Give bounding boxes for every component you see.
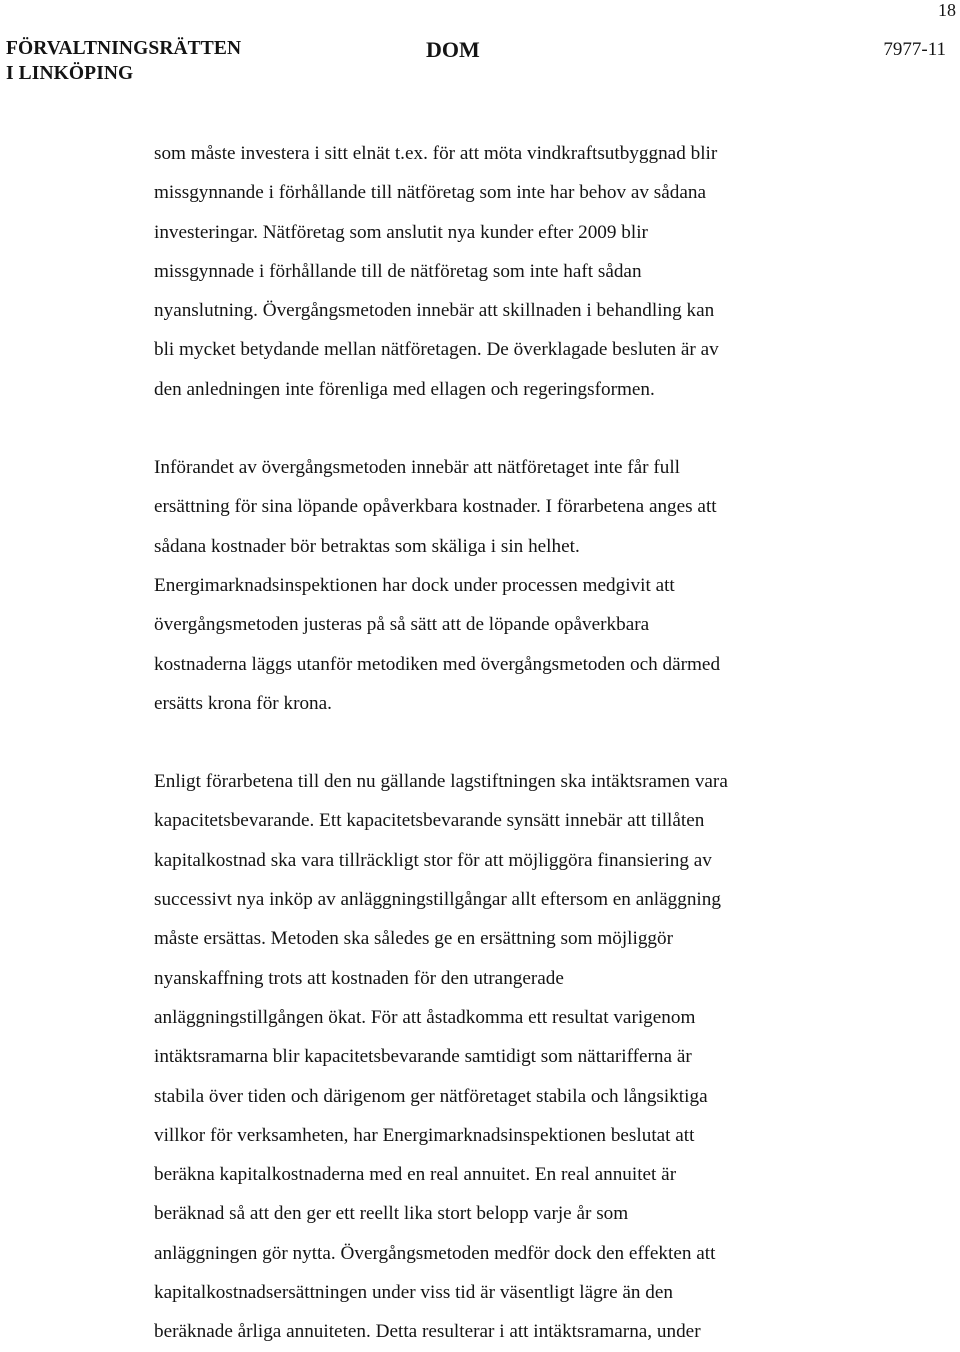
document-header [6, 36, 946, 90]
body-paragraph: som måste investera i sitt elnät t.ex. för att möta vindkraftsutbyggnad blir missgynnande i förhållande till nätföretag som inte har behov av sådana investeringar. Nätföretag som anslutit nya kunder efter 2009 blir missgynnade i förhållande till de nätföretag som inte haft sådan nyanslutning. Övergångsmetoden innebär att skillnaden i behandling kan bli mycket betydande mellan nätföretagen. De överklagade besluten är av den anledningen inte förenliga med ellagen och regeringsformen. [154, 143, 719, 400]
body-paragraph: Enligt förarbetena till den nu gällande lagstiftningen ska intäktsramen vara kapacitetsbevarande. Ett kapacitetsbevarande synsätt innebär att tillåten kapitalkostnad ska vara tillräckligt stor för att möjliggöra finansiering av successivt nya inköp av anläggningstillgångar allt eftersom en anläggning måste ersättas. Metoden ska således ge en ersättning som möjliggör nyanskaffning trots att kostnaden för den utrangerade anläggningstillgången ökat. För att åstadkomma ett resultat varigenom intäktsramarna blir kapacitetsbevarande samtidigt som nättarifferna är stabila över tiden och därigenom ger nätföretaget stabila och långsiktiga villkor för verksamheten, har Energimarknadsinspektionen beslutat att beräkna kapitalkostnaderna med en real annuitet. En real annuitet är beräknad så att den ger ett reellt lika stort belopp varje år som anläggningen gör nytta. Övergångsmetoden medför dock den effekten att kapitalkostnadsersättningen under viss tid är väsentligt lägre än den beräknade årliga annuiteten. Detta resulterar i att intäktsramarna, under [154, 771, 728, 1343]
body-paragraph: Införandet av övergångsmetoden innebär att nätföretaget inte får full ersättning för sina löpande opåverkbara kostnader. I förarbetena anges att sådana kostnader bör betraktas som skäliga i sin helhet. Energimarknadsinspektionen har dock under processen medgivit att övergångsmetoden justeras på så sätt att de löpande opåverkbara kostnaderna läggs utanför metodiken med övergångsmetoden och därmed ersätts krona för krona. [154, 457, 721, 714]
document-body [154, 134, 854, 1352]
court-name-line-1: FÖRVALTNINGSRÄTTEN [6, 38, 242, 59]
court-name [6, 36, 241, 86]
page-number: 18 [938, 0, 956, 20]
court-name-line-2: I LINKÖPING [6, 63, 134, 84]
document-type: DOM [426, 37, 480, 62]
case-number: 7977-11 [883, 39, 946, 60]
